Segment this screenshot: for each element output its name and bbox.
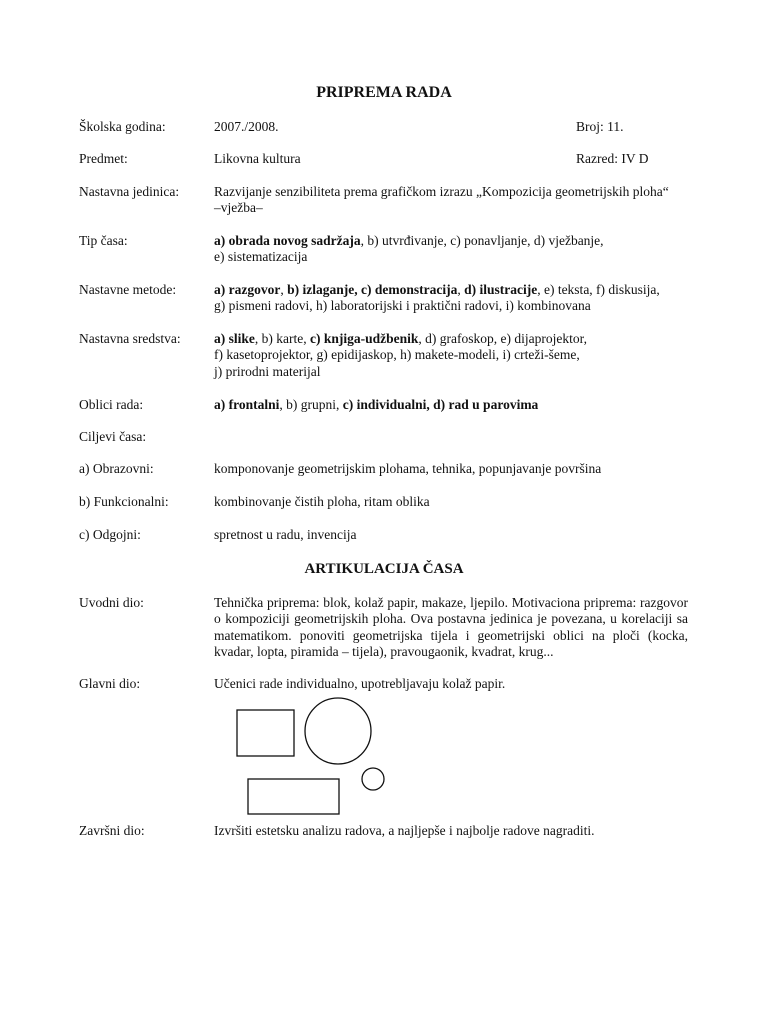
functional-goal-value: kombinovanje čistih ploha, ritam oblika [214,494,430,509]
lesson-type-label: Tip časa: [79,233,128,248]
geometric-shapes-illustration [230,693,390,818]
resource-c: c) knjiga-udžbenik [310,331,419,346]
resources-label: Nastavna sredstva: [79,331,181,346]
intro-label: Uvodni dio: [79,595,144,610]
square-shape [237,710,294,756]
school-year-value: 2007./2008. [214,119,279,134]
lesson-type-selected: a) obrada novog sadržaja [214,233,361,248]
upbringing-goal-value: spretnost u radu, invencija [214,527,357,542]
form-c-d: c) individualni, d) rad u parovima [342,397,539,412]
upbringing-goal-label: c) Odgojni: [79,527,141,542]
final-part-text: Izvršiti estetsku analizu radova, a najljepše i najbolje radove nagraditi. [214,823,595,838]
main-part-label: Glavni dio: [79,676,141,691]
main-part-text: Učenici rade individualno, upotrebljavaju kolaž papir. [214,676,506,691]
forms-value [214,397,688,413]
final-part-label: Završni dio: [79,823,145,838]
resources-line-1 [214,331,688,347]
section-title: ARTIKULACIJA ČASA [304,561,464,577]
unit-label: Nastavna jedinica: [79,184,180,199]
methods-value [214,282,688,315]
resources-line-3: j) prirodni materijal [214,363,321,379]
subject-value: Likovna kultura [214,151,301,166]
goals-label: Ciljevi časa: [79,429,147,444]
lesson-number: Broj: 11. [576,119,624,134]
functional-goal-label: b) Funkcionalni: [79,494,169,509]
resources-line-2: f) kasetoprojektor, g) epidijaskop, h) makete-modeli, i) crteži-šeme, [214,347,580,363]
resource-a: a) slike [214,331,255,346]
resources-mid: , b) karte, [254,331,310,346]
resources-rest: , d) grafoskop, e) dijaprojektor, [418,331,587,346]
lesson-type-line-1 [214,233,688,249]
methods-rest: , e) teksta, f) diskusija, [537,282,660,297]
lesson-type-value [214,233,688,266]
unit-value [214,184,688,217]
school-year-label: Školska godina: [79,119,166,134]
forms-line [214,397,688,413]
intro-text: Tehnička priprema: blok, kolaž papir, makaze, ljepilo. Motivaciona priprema: razgovor o kompoziciji geometrijskih ploha. Ova postavna jedinica je povezana, u korelaciji sa matematikom. ponoviti geometrijska tijela i geometrijski oblici na ploči (kocka, kvadar, lopta, piramida – tijela), pravougaonik, kvadrat, krug... [214,595,688,659]
page-title: PRIPREMA RADA [316,84,452,101]
lesson-type-line-2: e) sistematizacija [214,249,308,265]
methods-line-2: g) pismeni radovi, h) laboratorijski i praktični radovi, i) kombinovana [214,298,591,314]
method-b-c: b) izlaganje, c) demonstracija [287,282,458,297]
methods-sep-1: , [280,282,288,297]
subject-label: Predmet: [79,151,128,166]
small-circle-shape [362,768,384,790]
forms-label: Oblici rada: [79,397,144,412]
unit-line-2: –vježba– [214,200,263,216]
lesson-type-rest: , b) utvrđivanje, c) ponavljanje, d) vježbanje, [360,233,604,248]
grade-value: Razred: IV D [576,151,649,166]
forms-mid: , b) grupni, [279,397,343,412]
unit-line-1: Razvijanje senzibiliteta prema grafičkom izrazu „Kompozicija geometrijskih ploha“ [214,184,669,199]
rectangle-shape [248,779,339,814]
large-circle-shape [305,698,371,764]
methods-label: Nastavne metode: [79,282,177,297]
methods-line-1 [214,282,688,298]
method-d: d) ilustracije [464,282,538,297]
educational-goal-label: a) Obrazovni: [79,461,154,476]
method-a: a) razgovor [214,282,281,297]
form-a: a) frontalni [214,397,280,412]
educational-goal-value: komponovanje geometrijskim plohama, tehnika, popunjavanje površina [214,461,602,476]
methods-sep-2: , [457,282,465,297]
resources-value [214,331,688,380]
